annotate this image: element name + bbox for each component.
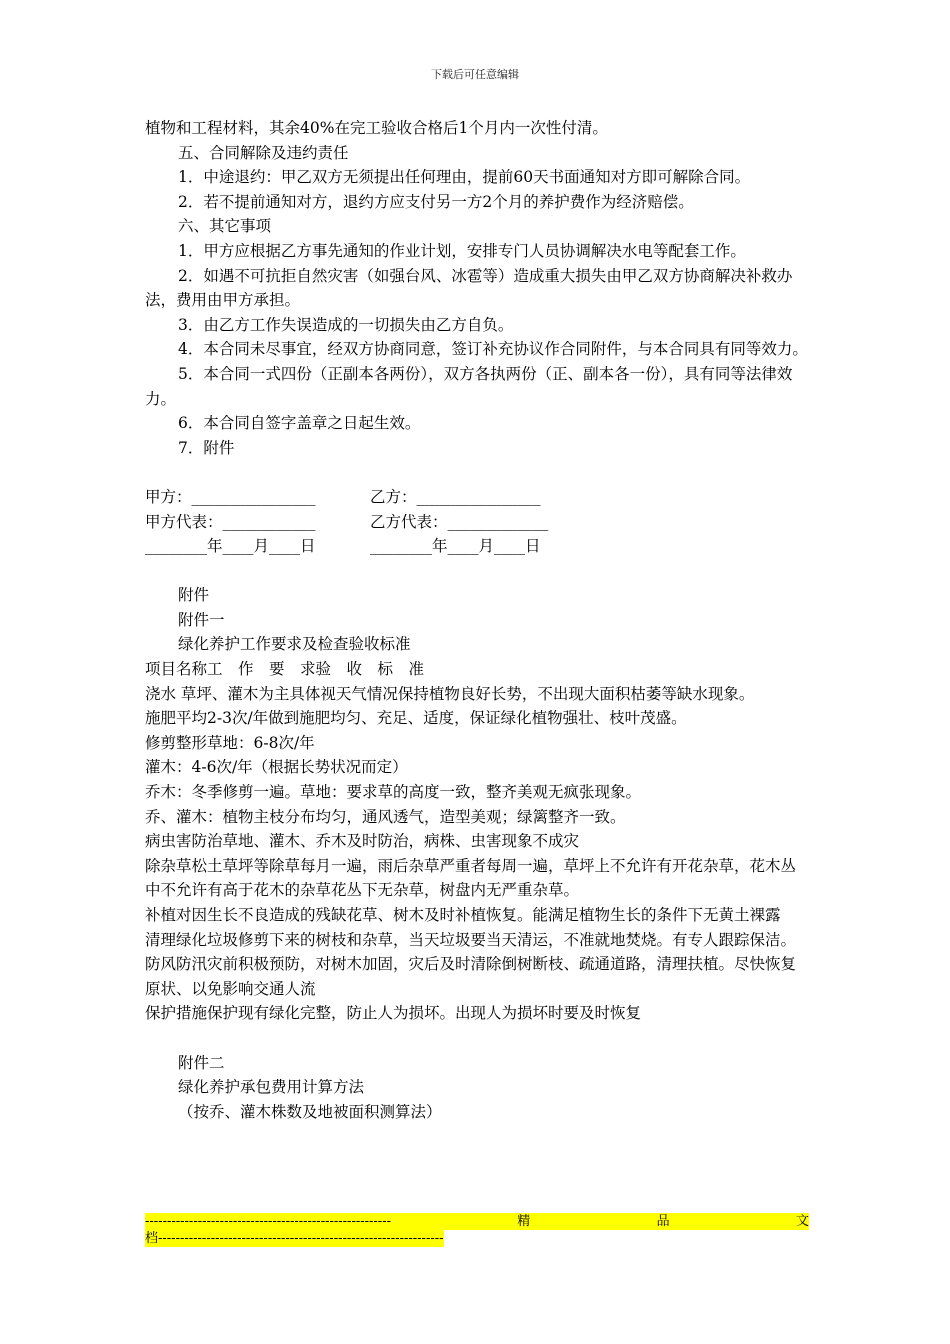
paragraph: 2．如遇不可抗拒自然灾害（如强台风、冰雹等）造成重大损失由甲乙双方协商解决补救办法，费用由甲方承担。 — [145, 266, 793, 310]
signature-row-date — [145, 534, 810, 559]
paragraph: 4．本合同未尽事宜，经双方协商同意，签订补充协议作合同附件，与本合同具有同等效力。 — [178, 340, 808, 359]
page-header: 下载后可任意编辑 — [431, 68, 519, 81]
paragraph: 3．由乙方工作失误造成的一切损失由乙方自负。 — [178, 315, 514, 334]
annex-paragraph: 项目名称工 作 要 求验 收 标 准 — [145, 660, 425, 679]
paragraph: 2．若不提前通知对方，退约方应支付另一方2个月的养护费作为经济赔偿。 — [178, 192, 694, 211]
annex-paragraph: 灌木：4-6次/年（根据长势状况而定） — [145, 758, 408, 777]
annex-paragraph: 附件二 — [178, 1053, 225, 1072]
page-footer-watermark — [145, 1213, 809, 1247]
paragraph: 五、合同解除及违约责任 — [178, 143, 349, 162]
party-b-representative-field: 乙方代表：_____________ — [370, 512, 549, 531]
paragraph: 植物和工程材料，其余40%在完工验收合格后1个月内一次性付清。 — [145, 119, 608, 137]
party-b-signature-field: 乙方：________________ — [370, 487, 541, 506]
signature-row-party — [145, 485, 810, 510]
annex-paragraph: 施肥平均2-3次/年做到施肥均匀、充足、适度，保证绿化植物强壮、枝叶茂盛。 — [145, 709, 687, 728]
annex-paragraph: 修剪整形草地：6-8次/年 — [145, 733, 315, 752]
annex-paragraph: 绿化养护工作要求及检查验收标准 — [178, 635, 411, 654]
annex-paragraph: 乔、灌木：植物主枝分布均匀，通风透气，造型美观；绿篱整齐一致。 — [145, 807, 626, 826]
signature-row-representative — [145, 510, 810, 535]
annex-two-section — [145, 1051, 810, 1125]
footer-line-1 — [145, 1213, 809, 1230]
document-body — [145, 116, 810, 1124]
footer-char: 精 — [517, 1214, 531, 1229]
annex-one-section — [145, 583, 810, 1026]
paragraph: 5．本合同一式四份（正副本各两份），双方各执两份（正、副本各一份），具有同等法律效力。 — [145, 364, 793, 408]
annex-paragraph: 补植对因生长不良造成的残缺花草、树木及时补植恢复。能满足植物生长的条件下无黄土裸露 — [145, 906, 781, 924]
party-a-signature-field: 甲方：________________ — [145, 487, 316, 506]
party-a-date-field: ________年____月____日 — [145, 537, 316, 556]
party-a-representative-field: 甲方代表：____________ — [145, 512, 316, 531]
footer-dashes: -------------------------------------------------------- — [145, 1214, 391, 1229]
footer-char: 品 — [656, 1214, 670, 1229]
spacer — [145, 559, 810, 584]
annex-paragraph: 防风防汛灾前积极预防，对树木加固，灾后及时清除倒树断枝、疏通道路，清理扶植。尽快恢复原状、以免影响交通人流 — [145, 955, 797, 998]
paragraph: 1．中途退约：甲乙双方无须提出任何理由，提前60天书面通知对方即可解除合同。 — [178, 168, 751, 187]
paragraph: 1．甲方应根据乙方事先通知的作业计划，安排专门人员协调解决水电等配套工作。 — [178, 241, 746, 260]
annex-paragraph: 附件 — [178, 586, 210, 605]
annex-paragraph: 保护措施保护现有绿化完整，防止人为损坏。出现人为损坏时要及时恢复 — [145, 1004, 642, 1023]
footer-char: 文 — [795, 1214, 809, 1229]
annex-paragraph: 附件一 — [178, 610, 225, 629]
paragraph: 6．本合同自签字盖章之日起生效。 — [178, 414, 421, 433]
party-b-date-field: ________年____月____日 — [370, 537, 541, 556]
annex-paragraph: 绿化养护承包费用计算方法 — [178, 1078, 365, 1097]
spacer — [145, 460, 810, 485]
paragraph: 六、其它事项 — [178, 217, 272, 236]
annex-paragraph: 乔木：冬季修剪一遍。草地：要求草的高度一致，整齐美观无疯张现象。 — [145, 783, 642, 802]
contract-clauses — [145, 116, 810, 460]
annex-paragraph: （按乔、灌木株数及地被面积测算法） — [178, 1102, 442, 1121]
spacer — [145, 1026, 810, 1051]
annex-paragraph: 病虫害防治草地、灌木、乔木及时防治，病株、虫害现象不成灾 — [145, 832, 580, 851]
annex-paragraph: 清理绿化垃圾修剪下来的树枝和杂草，当天垃圾要当天清运，不准就地焚烧。有专人跟踪保洁。 — [145, 930, 797, 949]
annex-paragraph: 浇水 草坪、灌木为主具体视天气情况保持植物良好长势，不出现大面积枯萎等缺水现象。 — [145, 684, 755, 703]
annex-paragraph: 除杂草松土草坪等除草每月一遍，雨后杂草严重者每周一遍，草坪上不允许有开花杂草，花木丛中不允许有高于花木的杂草花丛下无杂草，树盘内无严重杂草。 — [145, 856, 797, 900]
footer-line-2: 档----------------------------------------------------------------- — [145, 1231, 444, 1246]
paragraph: 7．附件 — [178, 438, 235, 457]
